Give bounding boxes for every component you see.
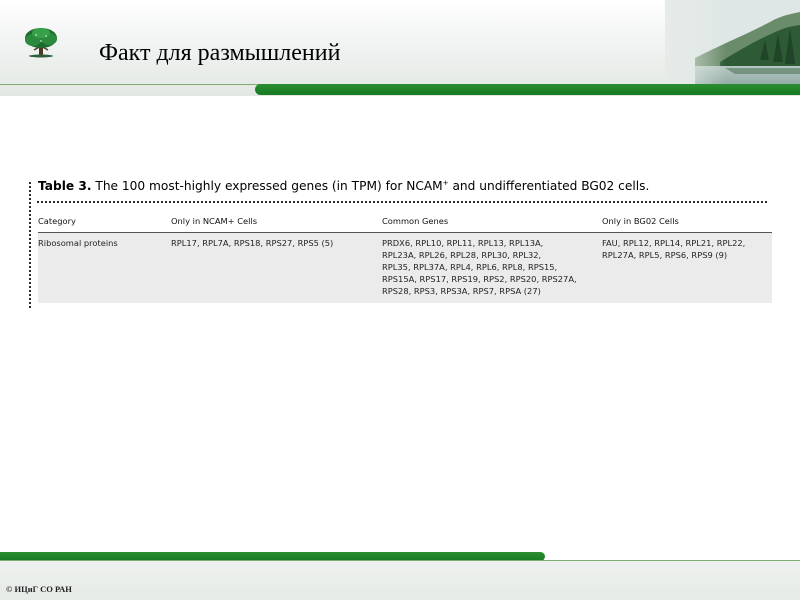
column-header-only-bg02: Only in BG02 Cells (602, 216, 679, 226)
cell-line: RPL23A, RPL26, RPL28, RPL30, RPL32, (382, 250, 542, 260)
landscape-banner-image (665, 0, 800, 88)
figure-dotted-border-top (37, 201, 767, 203)
table-row (38, 233, 772, 303)
table-caption-text-end: and undifferentiated BG02 cells. (452, 179, 650, 193)
cell-line: RPL35, RPL37A, RPL4, RPL6, RPL8, RPS15, (382, 262, 558, 272)
cell-line: RPL27A, RPL5, RPS6, RPS9 (9) (602, 250, 728, 260)
column-header-category: Category (38, 216, 76, 226)
cell-line: PRDX6, RPL10, RPL11, RPL13, RPL13A, (382, 238, 544, 248)
table-caption-superscript: + (442, 179, 449, 187)
cell-category: Ribosomal proteins (38, 238, 118, 248)
table-caption-text: The 100 most-highly expressed genes (in TPM) for NCAM (95, 179, 443, 193)
cell-common-genes (382, 237, 577, 297)
slide-title: Факт для размышлений (99, 40, 341, 66)
table-header-row (38, 208, 772, 233)
column-header-common-genes: Common Genes (382, 216, 449, 226)
figure-dotted-border-left (29, 182, 31, 308)
cell-line: RPS28, RPS3, RPS3A, RPS7, RPSA (27) (382, 286, 541, 296)
table-caption-label: Table 3. (38, 179, 92, 193)
footer-background (0, 561, 800, 600)
table-figure (29, 174, 773, 308)
tree-logo-icon (22, 26, 60, 58)
cell-line: FAU, RPL12, RPL14, RPL21, RPL22, (602, 238, 746, 248)
table-caption (38, 179, 649, 193)
gene-table (38, 208, 772, 303)
column-header-only-ncam: Only in NCAM+ Cells (171, 216, 258, 226)
cell-only-ncam: RPL17, RPL7A, RPS18, RPS27, RPS5 (5) (171, 238, 334, 248)
header-green-bar (255, 84, 800, 95)
cell-only-bg02 (602, 237, 745, 261)
slide-header (0, 0, 800, 96)
cell-line: RPS15A, RPS17, RPS19, RPS2, RPS20, RPS27A, (382, 274, 577, 284)
copyright-text: © ИЦиГ СО РАН (6, 584, 72, 594)
